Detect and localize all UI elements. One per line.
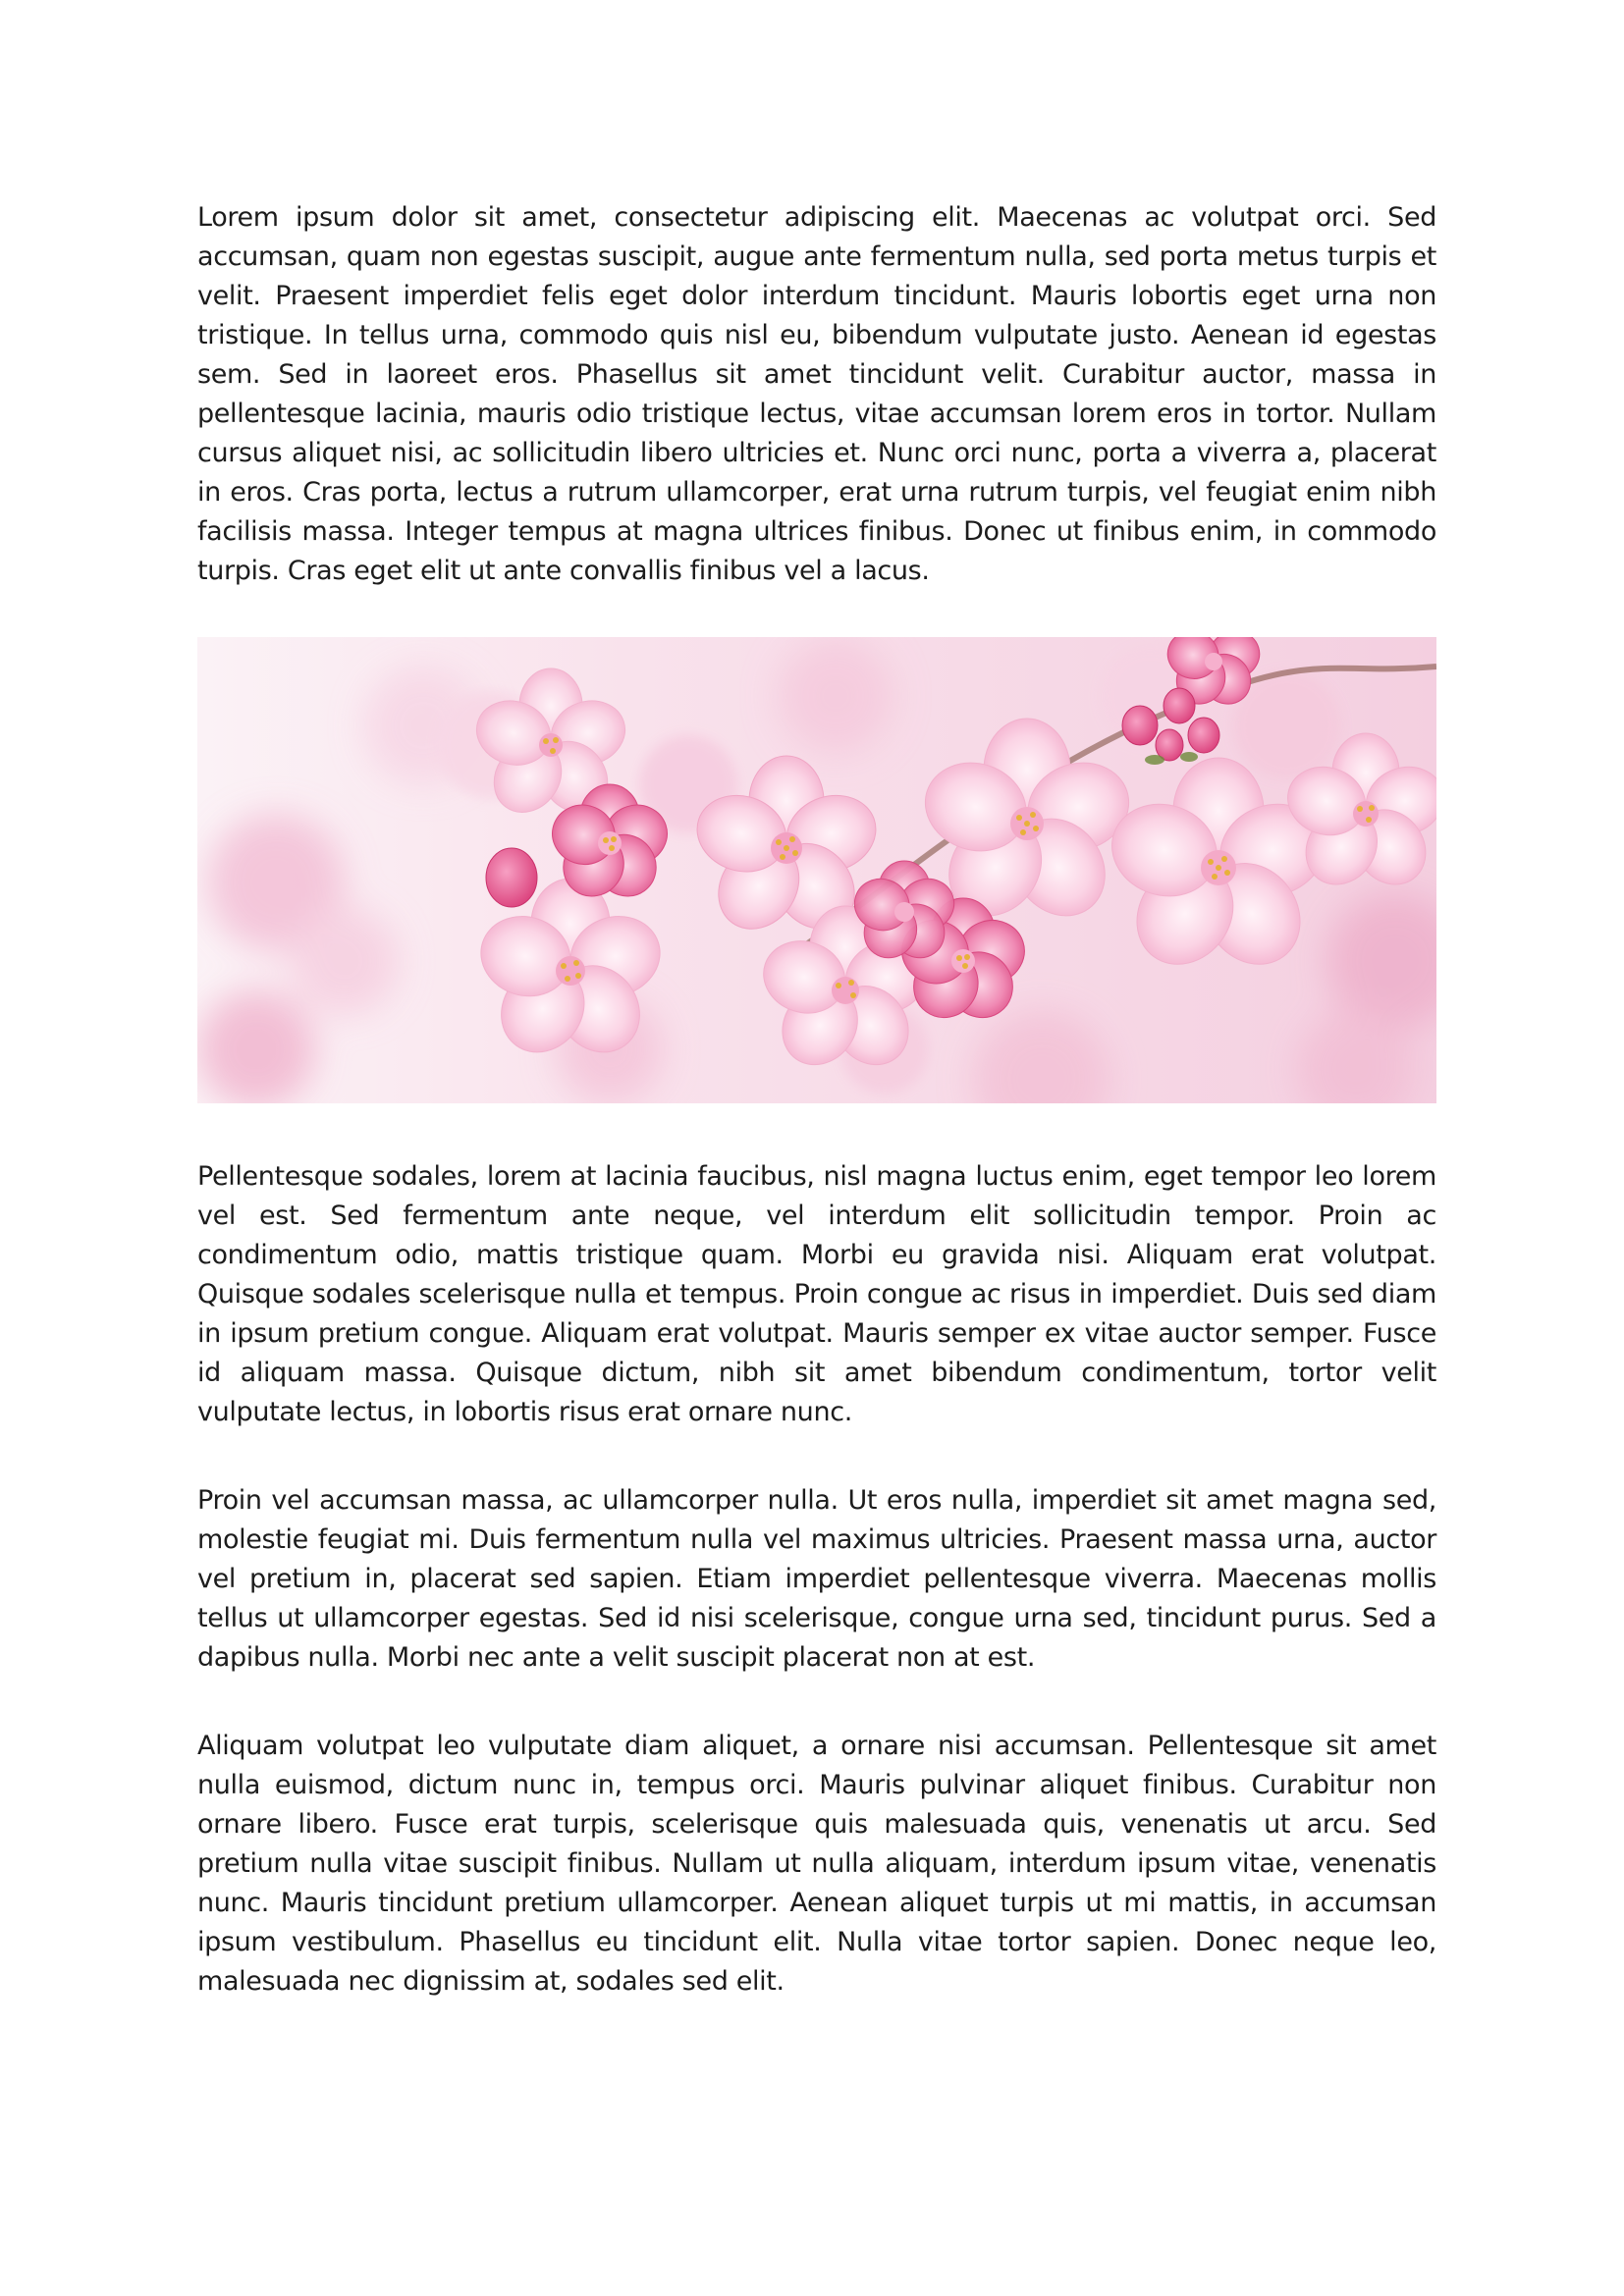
paragraph-4: Aliquam volutpat leo vulputate diam aliquet, a ornare nisi accumsan. Pellentesque sit amet nulla euismod, dictum nunc in, tempus orci. Mauris pulvinar aliquet finibus. Curabitur non ornare libero. Fusce erat turpis, scelerisque quis malesuada quis, venenatis ut arcu. Sed pretium nulla vitae suscipit finibus. Nullam ut nulla aliquam, interdum ipsum vitae, venenatis nunc. Mauris tincidunt pretium ullamcorper. Aenean aliquet turpis ut mi mattis, in accumsan ipsum vestibulum. Phasellus eu tincidunt elit. Nulla vitae tortor sapien. Donec neque leo, malesuada nec dignissim at, sodales sed elit. bbox=[197, 1731, 1436, 1997]
cherry-blossom-illustration bbox=[197, 637, 1436, 1103]
paragraph-3: Proin vel accumsan massa, ac ullamcorper nulla. Ut eros nulla, imperdiet sit amet magna sed, molestie feugiat mi. Duis fermentum nulla vel maximus ultricies. Praesent massa urna, auctor vel pretium in, placerat sed sapien. Etiam imperdiet pellentesque viverra. Maecenas mollis tellus ut ullamcorper egestas. Sed id nisi scelerisque, congue urna sed, tincidunt purus. Sed a dapibus nulla. Morbi nec ante a velit suscipit placerat non at est. bbox=[197, 1485, 1436, 1673]
document-page bbox=[197, 198, 1436, 2002]
cherry-blossom-photo bbox=[197, 637, 1436, 1103]
paragraph-2: Pellentesque sodales, lorem at lacinia faucibus, nisl magna luctus enim, eget tempor leo lorem vel est. Sed fermentum ante neque, vel interdum elit sollicitudin tempor. Proin ac condimentum odio, mattis tristique quam. Morbi eu gravida nisi. Aliquam erat volutpat. Quisque sodales scelerisque nulla et tempus. Proin congue ac risus in imperdiet. Duis sed diam in ipsum pretium congue. Aliquam erat volutpat. Mauris semper ex vitae auctor semper. Fusce id aliquam massa. Quisque dictum, nibh sit amet bibendum condimentum, tortor velit vulputate lectus, in lobortis risus erat ornare nunc. bbox=[197, 1161, 1436, 1427]
paragraph-1: Lorem ipsum dolor sit amet, consectetur adipiscing elit. Maecenas ac volutpat orci. Sed accumsan, quam non egestas suscipit, augue ante fermentum nulla, sed porta metus turpis et velit. Praesent imperdiet felis eget dolor interdum tincidunt. Mauris lobortis eget urna non tristique. In tellus urna, commodo quis nisl eu, bibendum vulputate justo. Aenean id egestas sem. Sed in laoreet eros. Phasellus sit amet tincidunt velit. Curabitur auctor, massa in pellentesque lacinia, mauris odio tristique lectus, vitae accumsan lorem eros in tortor. Nullam cursus aliquet nisi, ac sollicitudin libero ultricies et. Nunc orci nunc, porta a viverra a, placerat in eros. Cras porta, lectus a rutrum ullamcorper, erat urna rutrum turpis, vel feugiat enim nibh facilisis massa. Integer tempus at magna ultrices finibus. Donec ut finibus enim, in commodo turpis. Cras eget elit ut ante convallis finibus vel a lacus. bbox=[197, 202, 1436, 586]
